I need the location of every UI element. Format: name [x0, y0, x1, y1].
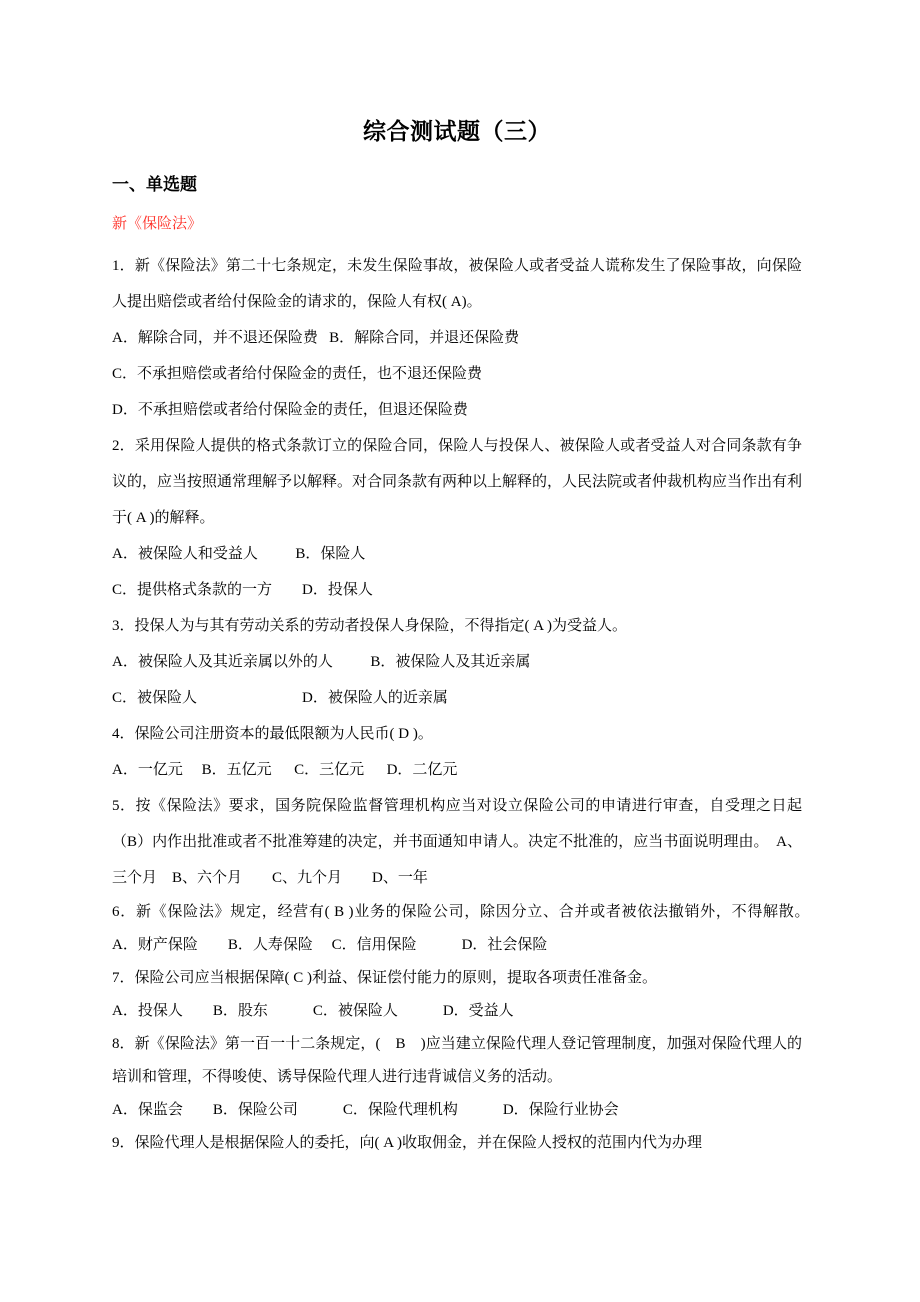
- section-heading-single-choice: 一、单选题: [112, 174, 197, 194]
- question-stem: 8．新《保险法》第一百一十二条规定，( B )应当建立保险代理人登记管理制度，加强对保险代理人的培训和管理，不得唆使、诱导保险代理人进行违背诚信义务的活动。: [112, 1035, 802, 1085]
- question-option-line: C．不承担赔偿或者给付保险金的责任，也不退还保险费: [112, 365, 483, 382]
- question-stem: 9．保险代理人是根据保险人的委托，向( A )收取佣金，并在保险人授权的范围内代为办理: [112, 1134, 702, 1151]
- question-stem: 7．保险公司应当根据保障( C )利益、保证偿付能力的原则，提取各项责任准备金。: [112, 969, 657, 986]
- question-option-line: C．提供格式条款的一方 D．投保人: [112, 581, 373, 598]
- question-stem: 6．新《保险法》规定，经营有( B )业务的保险公司，除因分立、合并或者被依法撤销外，不得解散。 A．财产保险 B．人寿保险 C．信用保险 D．社会保险: [112, 903, 818, 953]
- question-stem: 1．新《保险法》第二十七条规定，未发生保险事故，被保险人或者受益人谎称发生了保险事故，向保险人提出赔偿或者给付保险金的请求的，保险人有权( A)。: [112, 257, 802, 310]
- red-subheading-insurance-law: 新《保险法》: [112, 215, 203, 232]
- question-option-line: A．被保险人及其近亲属以外的人 B．被保险人及其近亲属: [112, 653, 531, 670]
- question-option-line: A．被保险人和受益人 B．保险人: [112, 545, 366, 562]
- question-stem: 5．按《保险法》要求，国务院保险监督管理机构应当对设立保险公司的申请进行审查，自受理之日起（B）内作出批准或者不批准筹建的决定，并书面通知申请人。决定不批准的，应当书面说明理由。 A、三个月 B、六个月 C、九个月 D、一年: [112, 797, 802, 886]
- question-option-line: A．解除合同，并不退还保险费 B．解除合同，并退还保险费: [112, 329, 520, 346]
- question-stem: 4．保险公司注册资本的最低限额为人民币( D )。: [112, 725, 433, 742]
- document-content: [112, 0, 818, 1160]
- question-option-line: C．被保险人 D．被保险人的近亲属: [112, 689, 448, 706]
- question-option-line: A．保监会 B．保险公司 C．保险代理机构 D．保险行业协会: [112, 1101, 619, 1118]
- question-option-line: A．一亿元 B．五亿元 C．三亿元 D．二亿元: [112, 761, 458, 778]
- question-stem: 3．投保人为与其有劳动关系的劳动者投保人身保险，不得指定( A )为受益人。: [112, 617, 627, 634]
- question-option-line: A．投保人 B．股东 C．被保险人 D．受益人: [112, 1002, 514, 1019]
- question-option-line: D．不承担赔偿或者给付保险金的责任，但退还保险费: [112, 401, 468, 418]
- question-stem: 2．采用保险人提供的格式条款订立的保险合同，保险人与投保人、被保险人或者受益人对合同条款有争议的，应当按照通常理解予以解释。对合同条款有两种以上解释的，人民法院或者仲裁机构应当作出有利于( A )的解释。: [112, 437, 803, 526]
- page-title: 综合测试题（三）: [363, 119, 551, 144]
